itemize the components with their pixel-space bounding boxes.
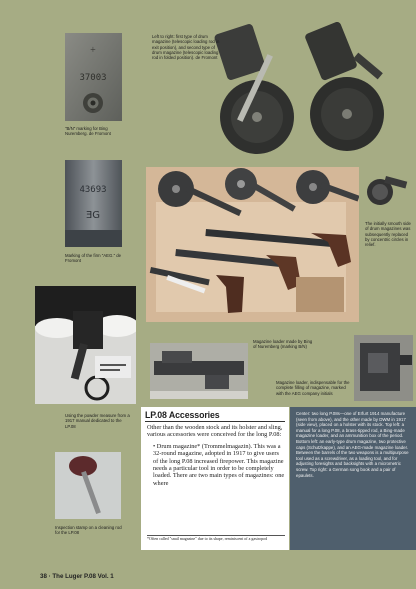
caption-aeg-loader: Magazine loader, indispensable for the complete filling of magazine, marked with the AEG company initials: [276, 380, 350, 396]
caption-initial-drums: The initially smooth side of drum magazines was subsequently replaced by concentric circles in relief.: [365, 221, 411, 248]
article-title: LP.08 Accessories: [145, 410, 220, 420]
photo-aeg-marking: [65, 160, 122, 247]
caption-bing-loader: Magazine loader made by Bing of Nuremberg (marking B/N): [253, 339, 313, 350]
page-footer: 38 · The Luger P.08 Vol. 1: [40, 573, 114, 580]
caption-drum-magazine-types: Left to right: first type of drum magazine (telescopic loading rod in exit position), and second type of drum magazine (telescopic loading rod in folded position). de Fromont: [152, 34, 220, 61]
article-intro: Other than the wooden stock and its holster and sling, various accessories were conceived for the long P.08:: [147, 424, 283, 439]
article-body: [147, 424, 285, 487]
photo-drum-magazines: [212, 22, 402, 159]
photo-bing-loader: [150, 343, 248, 399]
photo-aeg-loader: [354, 335, 413, 401]
photo-cleaning-rod: [55, 452, 121, 519]
svg-text:+: +: [90, 45, 96, 56]
photo-drum-side: [360, 172, 410, 206]
caption-inspection-stamp: Inspection stamp on a cleaning rod for the LP.08: [55, 525, 122, 536]
photo-pistols-table: [146, 167, 359, 322]
article-rule: [145, 421, 285, 422]
svg-text:ƎG: ƎG: [85, 210, 101, 221]
photo-powder-measure: [35, 286, 136, 404]
article-bullet: • Drum magazine* (Trommelmagazin). This was a 32-round magazine, adopted in 1917 to give users of the long P.08 increased firepower. This magazine needs a particular tool in order to be completely loaded. There are two main types of magazines: one where: [153, 442, 285, 487]
stamp-number-text: 37003: [79, 73, 107, 83]
article-block: [141, 407, 289, 550]
article-footnote: *Often called "snail magazine" due to its shape, reminiscent of a gastropod: [147, 535, 285, 542]
caption-aeg-marking: Marking of the firm "AEG." de Fromont: [65, 253, 122, 264]
photo-bn-marking: [65, 33, 122, 121]
caption-powder-measure: Using the powder measure from a 1917 manual dedicated to the LP.08: [65, 413, 130, 429]
side-caption-panel: [290, 407, 416, 550]
caption-bn-marking: "B/N" marking for Bing Nuremberg. de Fromont: [65, 126, 111, 137]
side-caption-text: Center: two long P.08s—one of Erfurt 1914 manufacture (seen from above), and the other made by DWM in 1917 (side view), placed on a holster with its stock. Top left: a manual for a long P.08, a brass-tipped rod, a Bing-made magazine loader, and an ammunition box of the period. Bottom left: an early-type drum magazine, two protective caps (Schutzkappe), and an AEG-made magazine loader. Between the barrels of the two weapons is a multipurpose tool used as a screwdriver, as a loading tool, and for adjusting foresights and backsights with a micrometric screw. Top right: a German song book and a pair of epaulets.: [296, 411, 409, 478]
aeg-number-text: 43693: [79, 185, 107, 195]
